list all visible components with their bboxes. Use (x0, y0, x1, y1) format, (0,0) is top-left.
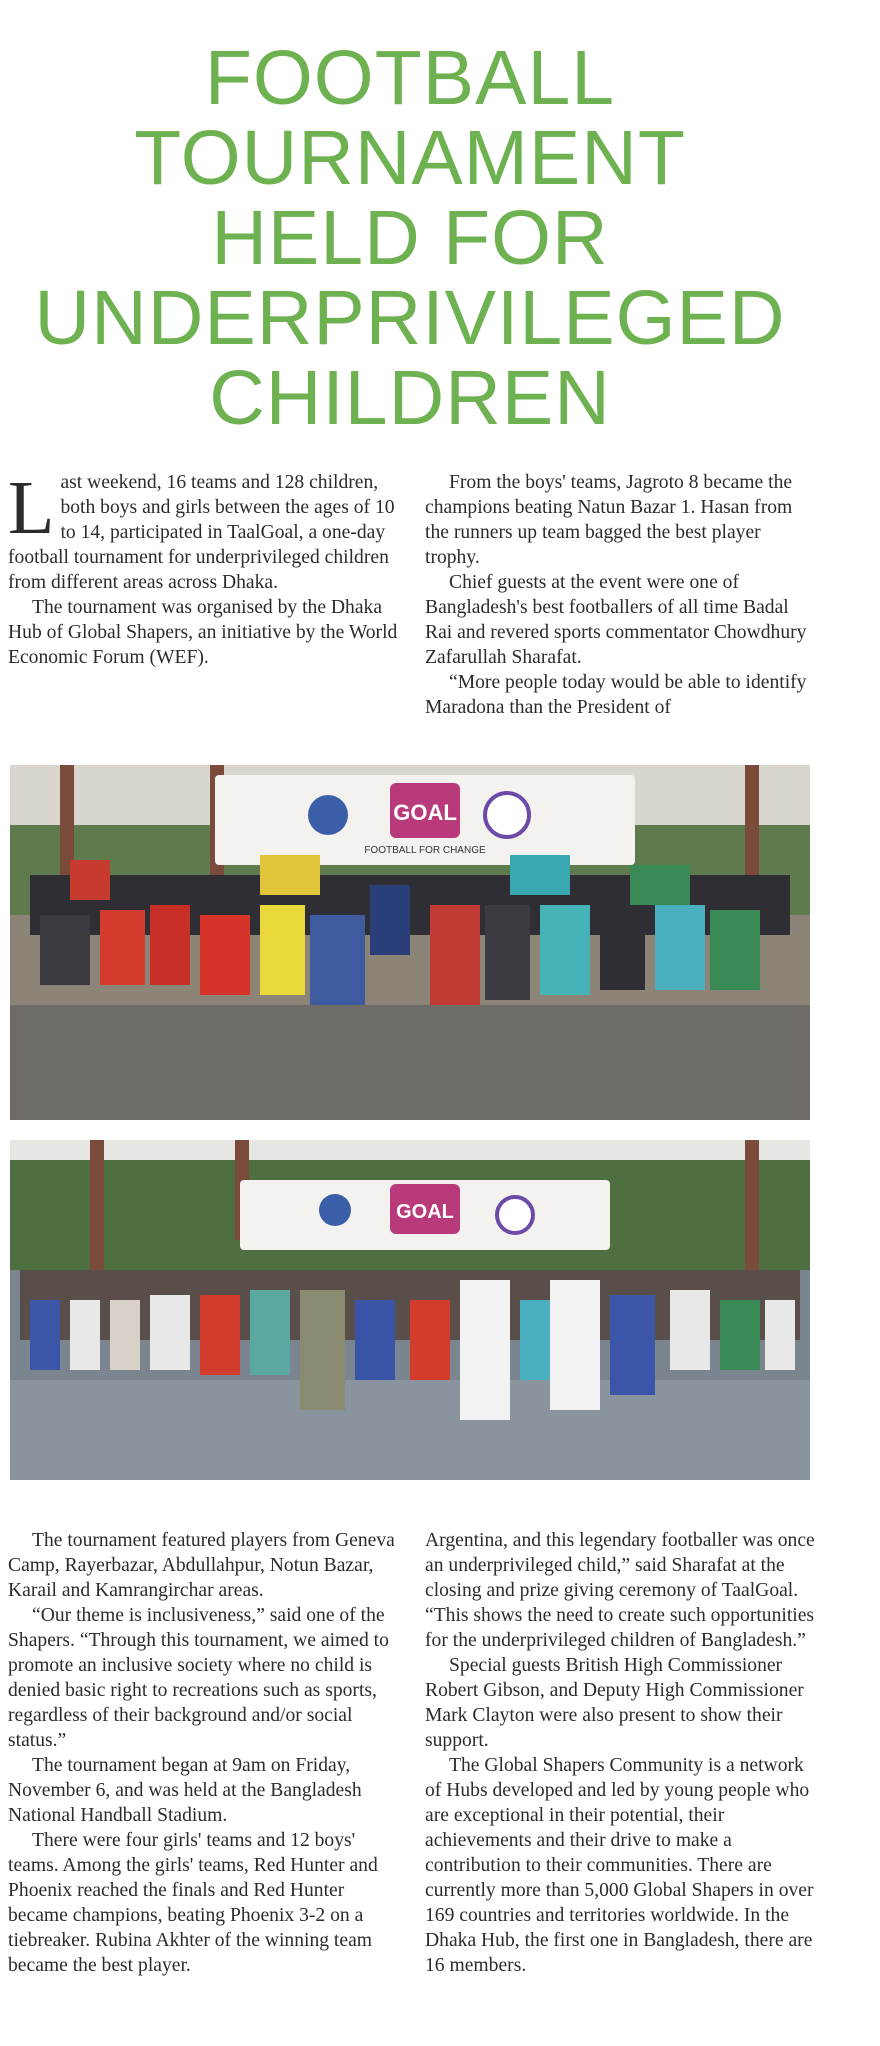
drop-cap: L (8, 466, 55, 550)
paragraph: Special guests British High Commissioner Robert Gibson, and Deputy High Commissioner Mark Clayton were also present to show their support. (425, 1655, 804, 1751)
paragraph: “More people today would be able to identify Maradona than the President of (425, 672, 807, 718)
paragraph: There were four girls' teams and 12 boys' teams. Among the girls' teams, Red Hunter and Phoenix reached the finals and Red Hunter became champions, beating Phoenix 3-2 on a tiebreaker. Rubina Akhter of the winning team became the best player. (8, 1830, 378, 1976)
paragraph: “Our theme is inclusiveness,” said one of the Shapers. “Through this tournament, we aimed to promote an inclusive society where no child is denied basic right to recreations such as sports, regardless of their background and/or social status.” (8, 1605, 389, 1751)
paragraph: The tournament began at 9am on Friday, November 6, and was held at the Bangladesh National Handball Stadium. (8, 1755, 362, 1826)
banner-subtitle: FOOTBALL FOR CHANGE (364, 845, 486, 856)
banner-logo-text: GOAL (393, 800, 457, 825)
paragraph-text: ast weekend, 16 teams and 128 children, both boys and girls between the ages of 10 to 14, participated in TaalGoal, a one-day football tournament for underprivileged children from different areas across Dhaka. (8, 472, 395, 593)
paragraph: Argentina, and this legendary footballer was once an underprivileged child,” said Sharafat at the closing and prize giving ceremony of TaalGoal. “This shows the need to create such opportunities for the underprivileged children of Bangladesh.” (425, 1530, 815, 1651)
article-column-1 (8, 466, 398, 670)
paragraph: Chief guests at the event were one of Bangladesh's best footballers of all time Badal Rai and revered sports commentator Chowdhury Zafarullah Sharafat. (425, 572, 807, 668)
paragraph: The tournament featured players from Geneva Camp, Rayerbazar, Abdullahpur, Notun Bazar, Karail and Kamrangirchar areas. (8, 1530, 395, 1601)
team-photo-2 (10, 1140, 810, 1480)
paragraph-intro (8, 466, 398, 595)
headline-line: FOOTBALL (204, 35, 616, 121)
article-column-3 (8, 1528, 398, 1978)
paragraph: From the boys' teams, Jagroto 8 became the champions beating Natun Bazar 1. Hasan from the runners up team bagged the best player trophy. (425, 472, 793, 568)
headline-line: HELD FOR (211, 195, 609, 281)
team-photo-1 (10, 765, 810, 1120)
paragraph: The tournament was organised by the Dhaka Hub of Global Shapers, an initiative by the World Economic Forum (WEF). (8, 597, 398, 668)
paragraph: The Global Shapers Community is a network of Hubs developed and led by young people who are exceptional in their potential, their achievements and their drive to make a contribution to their communities. There are currently more than 5,000 Global Shapers in over 169 countries and territories worldwide. In the Dhaka Hub, the first one in Bangladesh, there are 16 members. (425, 1755, 814, 1976)
photo-illustration (10, 1140, 810, 1480)
article-column-4 (425, 1528, 815, 1978)
banner-logo-text: GOAL (396, 1201, 454, 1223)
article-column-2 (425, 470, 815, 720)
headline-line: UNDERPRIVILEGED (34, 275, 786, 361)
headline-line: TOURNAMENT (134, 115, 686, 201)
headline-line: CHILDREN (209, 355, 611, 441)
photo-illustration (10, 765, 810, 1120)
article-headline (0, 35, 820, 441)
